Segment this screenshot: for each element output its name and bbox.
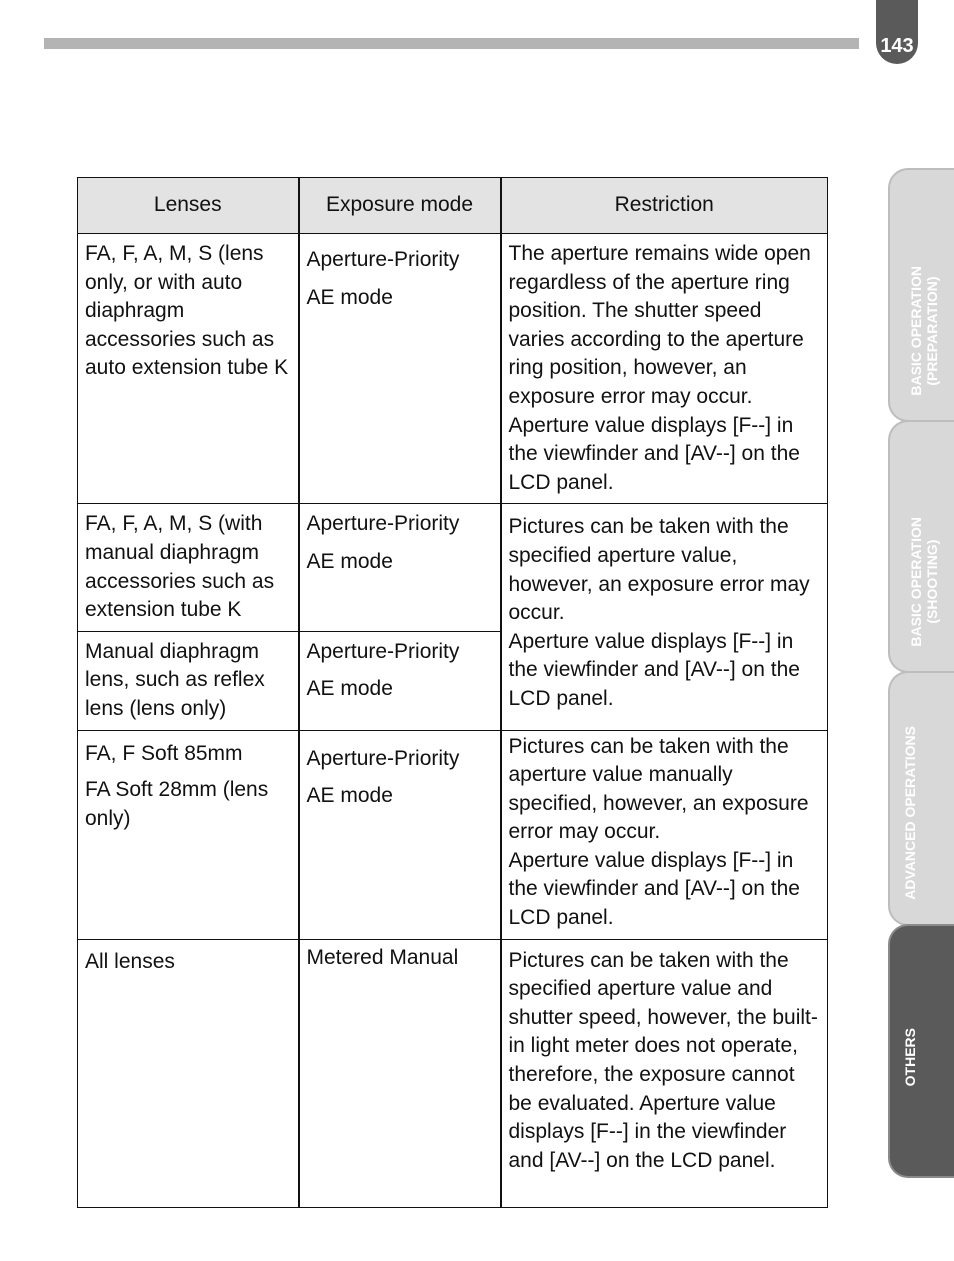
side-tab-label: BASIC OPERATION (SHOOTING) xyxy=(908,517,940,647)
mode-text: Aperture-Priority xyxy=(306,248,460,271)
page-number: 143 xyxy=(880,35,914,57)
lenses-text: FA, F, A, M, S (lens only, or with auto diaphragm accessories such as auto extension tube K xyxy=(85,242,289,380)
restriction-text: Aperture value displays [F--] in the viewfinder and [AV--] on the LCD panel. xyxy=(508,629,800,710)
mode-text: AE mode xyxy=(306,285,393,309)
mode-cell xyxy=(299,939,501,1207)
restriction-text: Pictures can be taken with the specified aperture value and shutter speed, however, the built-in light meter does not operate, therefore, the exposure cannot be evaluated. Aperture value displays [F--] in the viewfinder and [AV--] on the LCD panel. xyxy=(508,948,818,1172)
lenses-cell xyxy=(78,631,299,730)
lens-restriction-table xyxy=(77,177,828,1208)
restriction-text: Aperture value displays [F--] in the viewfinder and [AV--] on the LCD panel. xyxy=(508,848,800,930)
restriction-cell xyxy=(501,730,828,939)
header-lenses: Lenses xyxy=(78,178,299,234)
lenses-text: Manual diaphragm lens, such as reflex lens (lens only) xyxy=(85,639,265,720)
table-row xyxy=(78,939,828,1207)
restriction-cell xyxy=(501,234,828,504)
lenses-cell xyxy=(78,504,299,631)
side-tab-basic-preparation[interactable] xyxy=(888,168,954,422)
header-bar xyxy=(44,38,859,49)
mode-text: AE mode xyxy=(306,784,393,808)
page-number-tab xyxy=(876,0,918,64)
mode-cell xyxy=(299,730,501,939)
lenses-text: FA Soft 28mm (lens only) xyxy=(85,778,269,830)
table-row xyxy=(78,504,828,631)
lenses-cell xyxy=(78,730,299,939)
mode-cell xyxy=(299,631,501,730)
mode-text: Aperture-Priority xyxy=(306,639,460,663)
lenses-cell xyxy=(78,234,299,504)
side-tab-advanced-operations[interactable] xyxy=(888,671,954,926)
restriction-text: Pictures can be taken with the aperture value manually specified, however, an exposure error may occur. xyxy=(508,734,809,844)
table-row xyxy=(78,234,828,504)
lenses-text: FA, F Soft 85mm xyxy=(85,741,243,765)
side-tab-label: OTHERS xyxy=(902,1027,918,1086)
lenses-text: FA, F, A, M, S (with manual diaphragm accessories such as extension tube K xyxy=(85,512,275,622)
mode-text: Metered Manual xyxy=(306,945,459,969)
mode-cell xyxy=(299,504,501,631)
mode-text: AE mode xyxy=(306,677,393,701)
header-restriction: Restriction xyxy=(501,178,828,234)
side-tab-basic-shooting[interactable] xyxy=(888,420,954,673)
lenses-cell xyxy=(78,939,299,1207)
lenses-text: All lenses xyxy=(85,949,175,973)
restriction-text: The aperture remains wide open regardless of the aperture ring position. The shutter speed varies according to the aperture ring position, however, an exposure error may occur. Aperture value displays [F--] in the viewfinder and [AV--] on the LCD panel. xyxy=(508,242,811,494)
side-tab-others[interactable] xyxy=(888,924,954,1178)
side-tab-label: BASIC OPERATION (PREPARATION) xyxy=(908,266,940,396)
mode-text: Aperture-Priority xyxy=(306,746,460,770)
restriction-cell xyxy=(501,504,828,730)
header-exposure-mode: Exposure mode xyxy=(299,178,501,234)
restriction-text: Pictures can be taken with the specified aperture value, however, an exposure error may occur. xyxy=(508,515,810,625)
table-header-row xyxy=(78,178,828,234)
side-tab-label: ADVANCED OPERATIONS xyxy=(902,726,918,900)
mode-text: Aperture-Priority xyxy=(306,512,460,536)
mode-cell xyxy=(299,234,501,504)
restriction-cell xyxy=(501,939,828,1207)
table-row xyxy=(78,730,828,939)
mode-text: AE mode xyxy=(306,549,393,573)
